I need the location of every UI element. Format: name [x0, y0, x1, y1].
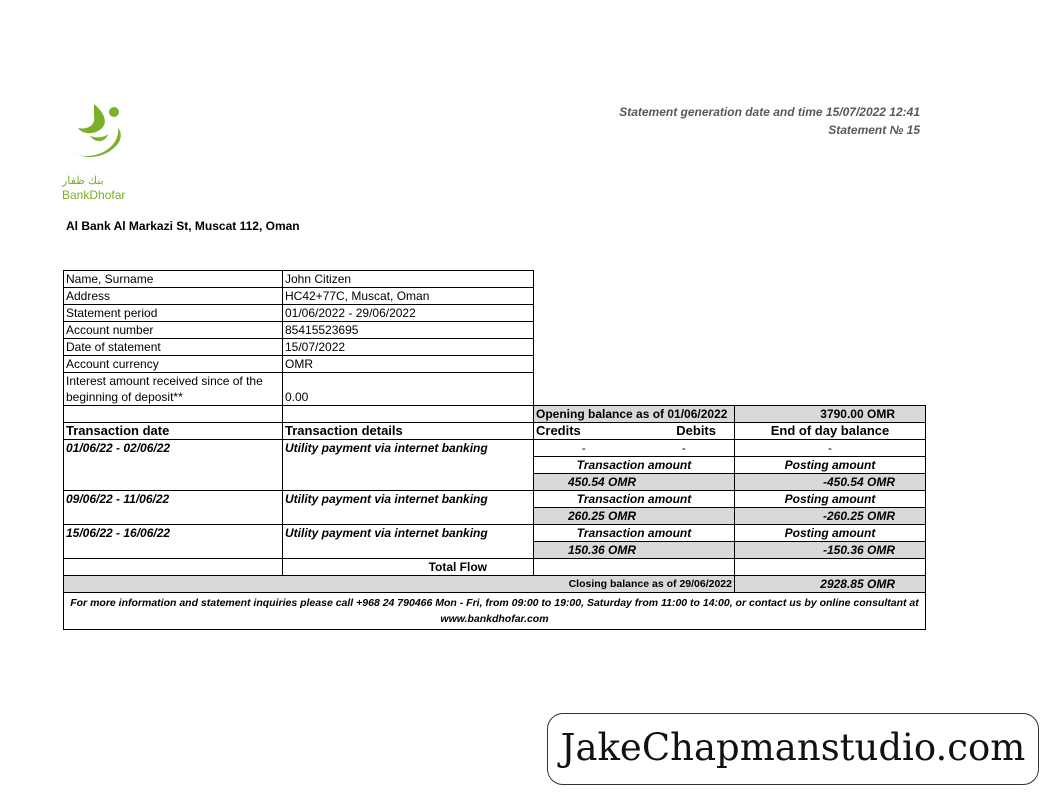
- total-flow-label: Total Flow: [283, 559, 534, 576]
- bank-logo: [58, 102, 136, 202]
- info-row: [64, 356, 926, 373]
- closing-balance-row: [64, 576, 926, 593]
- transaction-amount-label: Transaction amount: [534, 457, 735, 474]
- footer-row: [64, 593, 926, 630]
- col-end-of-day-balance: End of day balance: [735, 423, 926, 440]
- transaction-amount-label: Transaction amount: [534, 491, 735, 508]
- generation-datetime: Statement generation date and time 15/07/2022 12:41: [619, 105, 920, 119]
- info-label: Address: [64, 288, 283, 305]
- transaction-date: 09/06/22 - 11/06/22: [64, 491, 283, 525]
- credit-value: -: [534, 440, 634, 457]
- info-row: [64, 339, 926, 356]
- bank-address: Al Bank Al Markazi St, Muscat 112, Oman: [66, 219, 300, 233]
- col-credits: Credits: [534, 423, 634, 440]
- opening-balance-label: Opening balance as of 01/06/2022: [534, 406, 735, 423]
- posting-amount: -260.25 OMR: [735, 508, 926, 525]
- info-label: Account currency: [64, 356, 283, 373]
- info-label: Statement period: [64, 305, 283, 322]
- transaction-details: Utility payment via internet banking: [283, 525, 534, 559]
- info-value: 15/07/2022: [283, 339, 534, 356]
- debit-value: -: [681, 441, 686, 455]
- closing-balance-value: 2928.85 OMR: [735, 576, 926, 593]
- eod-value: -: [735, 440, 926, 457]
- transaction-date: 01/06/22 - 02/06/22: [64, 440, 283, 491]
- info-value: John Citizen: [283, 271, 534, 288]
- info-label: Interest amount received since of the beginning of deposit**: [64, 373, 283, 406]
- transaction-amount: 150.36 OMR: [534, 542, 735, 559]
- column-header-row: [64, 423, 926, 440]
- table-row: [64, 491, 926, 508]
- col-transaction-details: Transaction details: [283, 423, 534, 440]
- info-value: HC42+77C, Muscat, Oman: [283, 288, 534, 305]
- table-row: [64, 440, 926, 457]
- closing-balance-label: Closing balance as of 29/06/2022: [64, 576, 735, 593]
- info-value: 85415523695: [283, 322, 534, 339]
- table-row: [64, 525, 926, 542]
- info-row: [64, 373, 926, 406]
- posting-amount-label: Posting amount: [735, 491, 926, 508]
- transaction-date: 15/06/22 - 16/06/22: [64, 525, 283, 559]
- opening-balance-row: [64, 406, 926, 423]
- transaction-amount-label: Transaction amount: [534, 525, 735, 542]
- info-row: [64, 305, 926, 322]
- bank-logo-icon: [66, 102, 128, 174]
- info-value: 01/06/2022 - 29/06/2022: [283, 305, 534, 322]
- transaction-amount: 260.25 OMR: [534, 508, 735, 525]
- logo-arabic: بنك ظفار: [62, 175, 104, 187]
- posting-amount: -150.36 OMR: [735, 542, 926, 559]
- info-row: [64, 322, 926, 339]
- info-label: Date of statement: [64, 339, 283, 356]
- info-value: 0.00: [283, 373, 534, 406]
- transaction-details: Utility payment via internet banking: [283, 440, 534, 491]
- logo-name: BankDhofar: [62, 188, 126, 202]
- statement-meta: [619, 103, 920, 139]
- posting-amount-label: Posting amount: [735, 457, 926, 474]
- info-row: [64, 288, 926, 305]
- info-label: Account number: [64, 322, 283, 339]
- col-debits: Debits: [634, 423, 735, 440]
- transaction-amount: 450.54 OMR: [534, 474, 735, 491]
- info-label: Name, Surname: [64, 271, 283, 288]
- total-flow-row: [64, 559, 926, 576]
- statement-number: Statement № 15: [828, 123, 920, 137]
- col-transaction-date: Transaction date: [64, 423, 283, 440]
- info-value: OMR: [283, 356, 534, 373]
- info-row: [64, 271, 926, 288]
- statement-table: [63, 270, 926, 630]
- opening-balance-value: 3790.00 OMR: [735, 406, 926, 423]
- posting-amount: -450.54 OMR: [735, 474, 926, 491]
- posting-amount-label: Posting amount: [735, 525, 926, 542]
- transaction-details: Utility payment via internet banking: [283, 491, 534, 525]
- footer-note: For more information and statement inquiries please call +968 24 790466 Mon - Fri, from 09:00 to 19:00, Saturday from 11:00 to 14:00, or contact us by online consultant at www.bankdhofar.com: [64, 593, 926, 630]
- watermark: JakeChapmanstudio.com: [547, 713, 1039, 785]
